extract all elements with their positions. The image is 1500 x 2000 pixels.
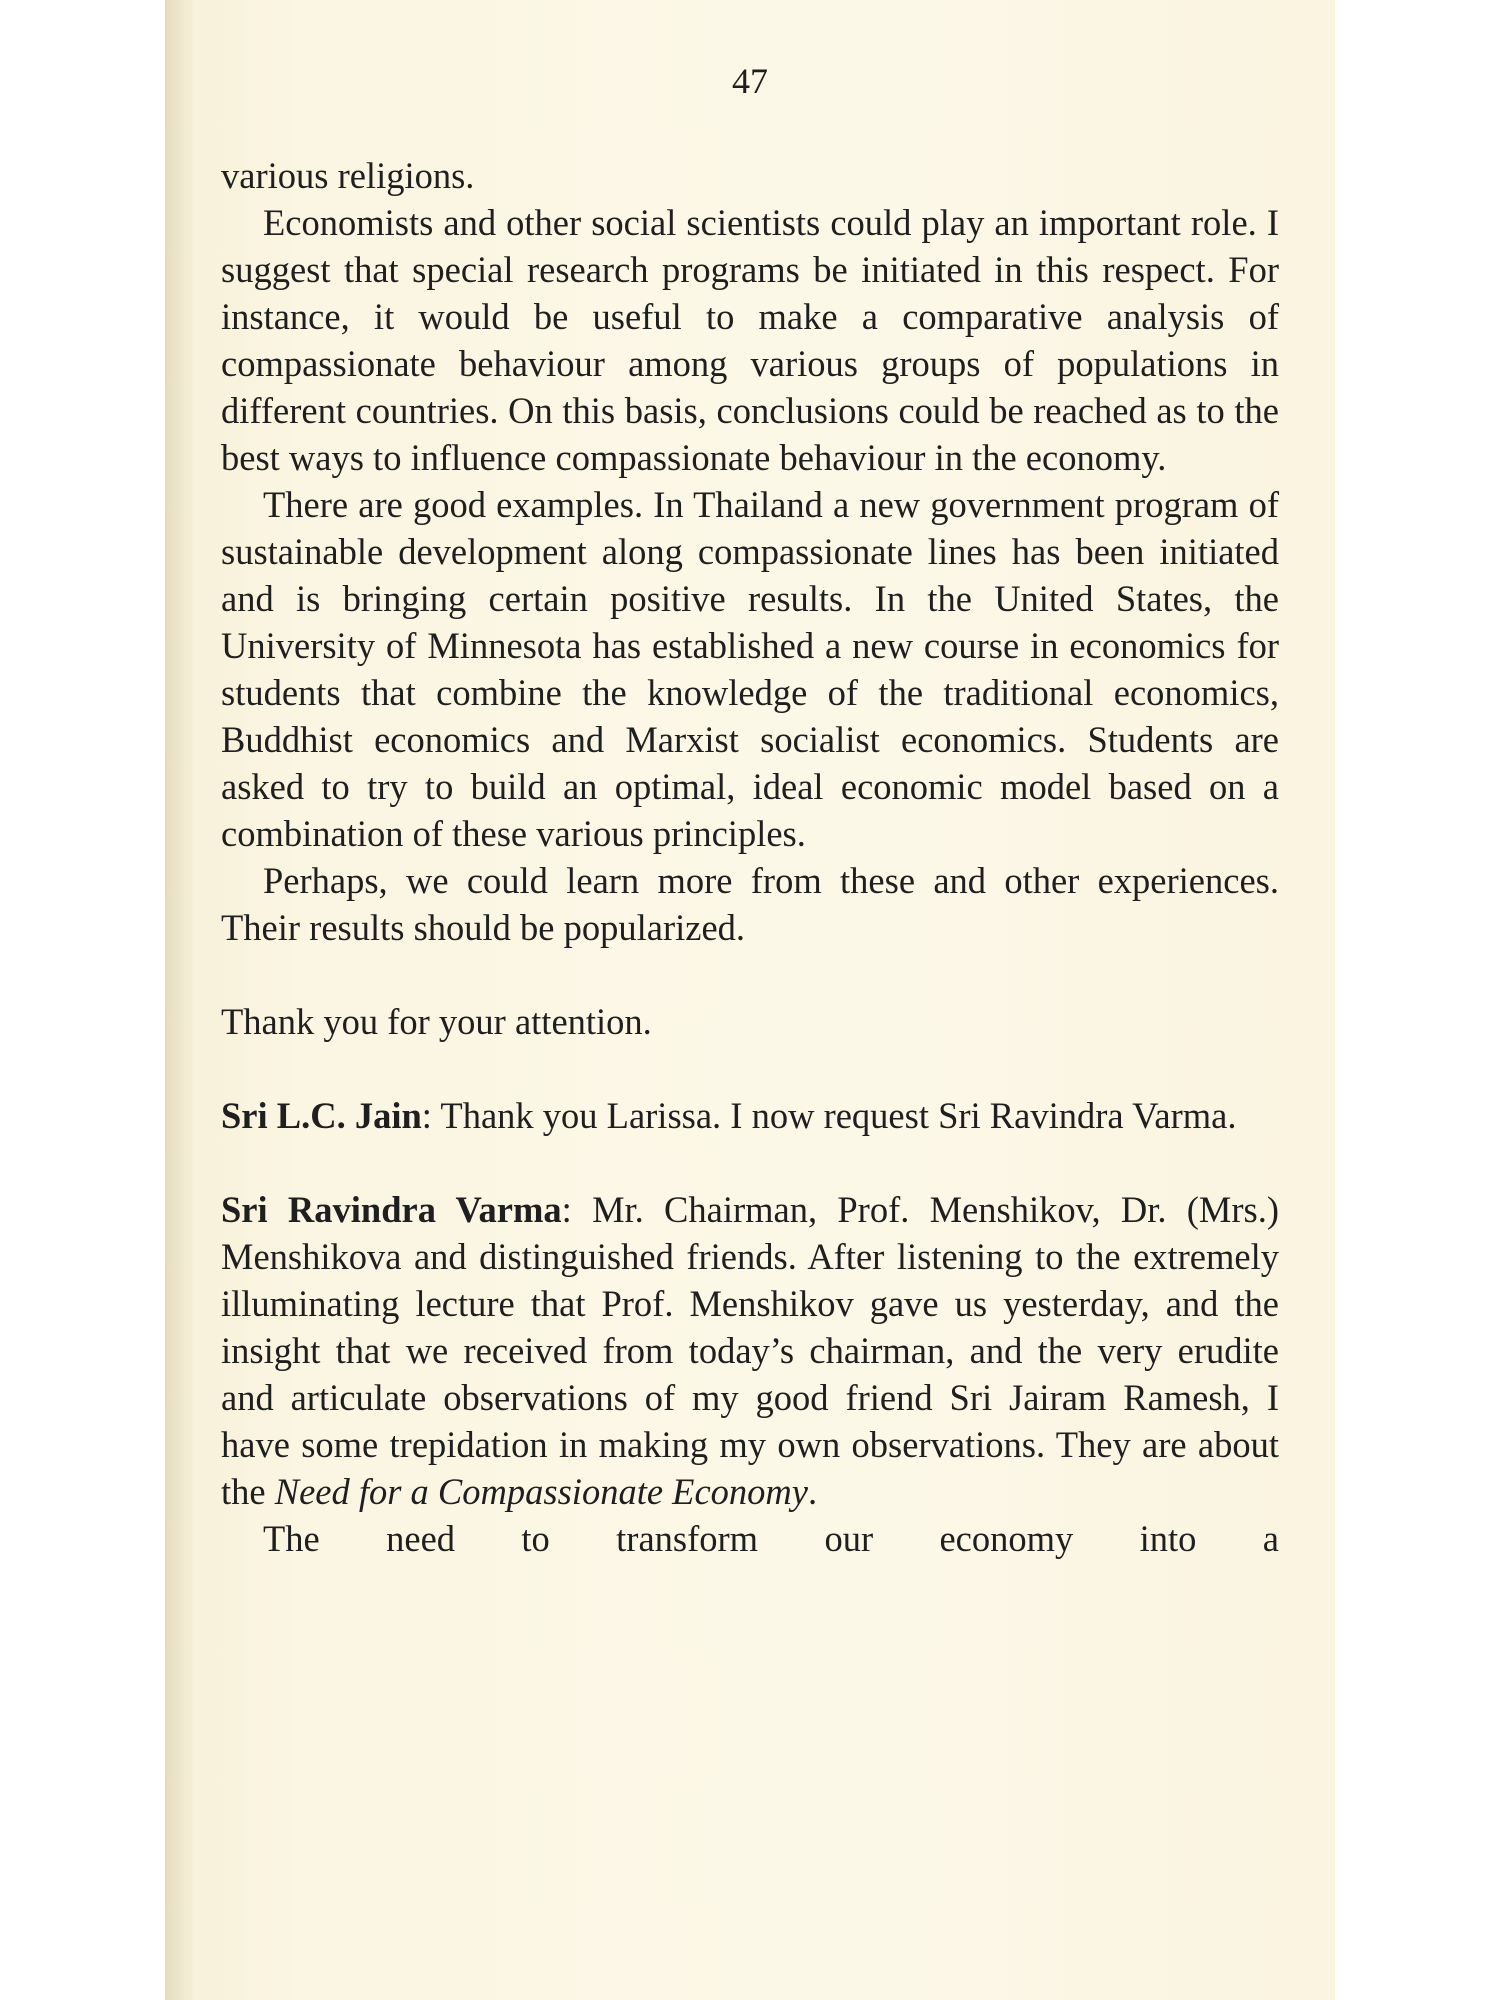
- paragraph-8: The need to transform our economy into a: [263, 1518, 1279, 1559]
- italic-title: Need for a Compassionate Economy: [274, 1471, 808, 1512]
- paragraph-5: Thank you for your attention.: [221, 1001, 652, 1042]
- speaker-name: Sri L.C. Jain: [221, 1095, 422, 1136]
- book-page: [165, 0, 1335, 2000]
- gutter-shadow: [165, 0, 195, 2000]
- speaker-name: Sri Ravindra Varma: [221, 1189, 562, 1230]
- paragraph-4: Perhaps, we could learn more from these and other experiences. Their results should be popularized.: [221, 860, 1279, 948]
- paragraph-7: [221, 1186, 1279, 1515]
- body-text: [221, 152, 1279, 1562]
- speech-text-end: .: [807, 1471, 818, 1512]
- paragraph-3: There are good examples. In Thailand a new government program of sustainable development along compassionate lines has been initiated and is bringing certain positive results. In the United States, the University of Minnesota has established a new course in economics for students that combine the knowledge of the traditional economics, Buddhist economics and Marxist socialist economics. Students are asked to try to build an optimal, ideal economic model based on a combination of these various principles.: [221, 484, 1279, 854]
- speech-text: : Mr. Chairman, Prof. Menshikov, Dr. (Mrs.) Menshikova and distinguished friends. After listening to the extremely illuminating lecture that Prof. Menshikov gave us yesterday, and the insight that we received from today’s chairman, and the very erudite and articulate observations of my good friend Sri Jairam Ramesh, I have some trepidation in making my own observations. They are about the: [221, 1189, 1279, 1512]
- paragraph-1: various religions.: [221, 155, 475, 196]
- speech-text: : Thank you Larissa. I now request Sri Ravindra Varma.: [421, 1095, 1237, 1136]
- paragraph-6: [221, 1092, 1279, 1139]
- page-number: 47: [732, 61, 768, 101]
- paragraph-2: Economists and other social scientists could play an important role. I suggest that special research programs be initiated in this respect. For instance, it would be useful to make a comparative analysis of compassionate behaviour among various groups of populations in different countries. On this basis, conclusions could be reached as to the best ways to influence compassionate behaviour in the economy.: [221, 202, 1279, 478]
